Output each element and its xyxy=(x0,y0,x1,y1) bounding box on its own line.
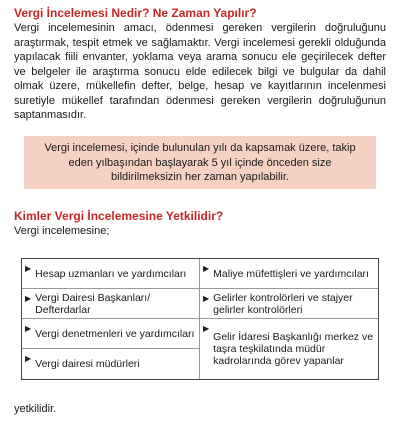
arrow-right-icon: ▶ xyxy=(203,264,210,273)
authorized-intro-text: Vergi incelemesine; xyxy=(14,225,110,237)
arrow-right-icon: ▶ xyxy=(203,324,210,333)
authorized-item: ▶ Vergi denetmenleri ve yardımcıları xyxy=(22,319,200,349)
section-title-who-is-authorized: Kimler Vergi İncelemesine Yetkilidir? xyxy=(14,209,224,223)
authorized-item: ▶ Vergi dairesi müdürleri xyxy=(22,349,200,379)
authorized-list-table xyxy=(21,258,379,380)
section-title-what-is-audit: Vergi İncelemesi Nedir? Ne Zaman Yapılır? xyxy=(14,6,257,20)
audit-definition-paragraph: Vergi incelemesinin amacı, ödenmesi gereken vergilerin doğruluğunu araştırmak, tespit etmek ve sağlamaktır. Vergi incelemesi gerekli olduğunda yapılacak fiili envanter, yoklama veya arama sonucu ele geçirilecek defter ve belgeler ile araştırma sonucu elde edilecek bilgi ve bulgular da dahil olmak üzere, mükellefin defter, belge, hesap ve kayıtlarının incelenmesi suretiyle mükellef tarafından ödenmesi gereken vergilerin doğruluğunun saptanmasıdır. xyxy=(14,22,386,121)
authorized-item: ▶ Vergi Dairesi Başkanları/ Defterdarlar xyxy=(22,289,200,319)
authorized-item: ▶ Gelirler kontrolörleri ve stajyer gelirler kontrolörleri xyxy=(200,289,378,319)
arrow-right-icon: ▶ xyxy=(25,294,32,303)
audit-period-callout: Vergi incelemesi, içinde bulunulan yılı da kapsamak üzere, takip eden yılbaşından başlayarak 5 yıl içinde önceden size bildirilmeksizin her zaman yapılabilir. xyxy=(24,136,376,189)
arrow-right-icon: ▶ xyxy=(203,294,210,303)
arrow-right-icon: ▶ xyxy=(25,324,32,333)
authorized-item: ▶ Maliye müfettişleri ve yardımcıları xyxy=(200,259,378,289)
authorized-item: ▶ Hesap uzmanları ve yardımcıları xyxy=(22,259,200,289)
arrow-right-icon: ▶ xyxy=(25,354,32,363)
authorized-item: ▶ Gelir İdaresi Başkanlığı merkez ve taşra teşkilatında müdür kadrolarında görev yapanlar xyxy=(203,324,374,367)
authorized-footer-text: yetkilidir. xyxy=(14,403,57,415)
arrow-right-icon: ▶ xyxy=(25,264,32,273)
